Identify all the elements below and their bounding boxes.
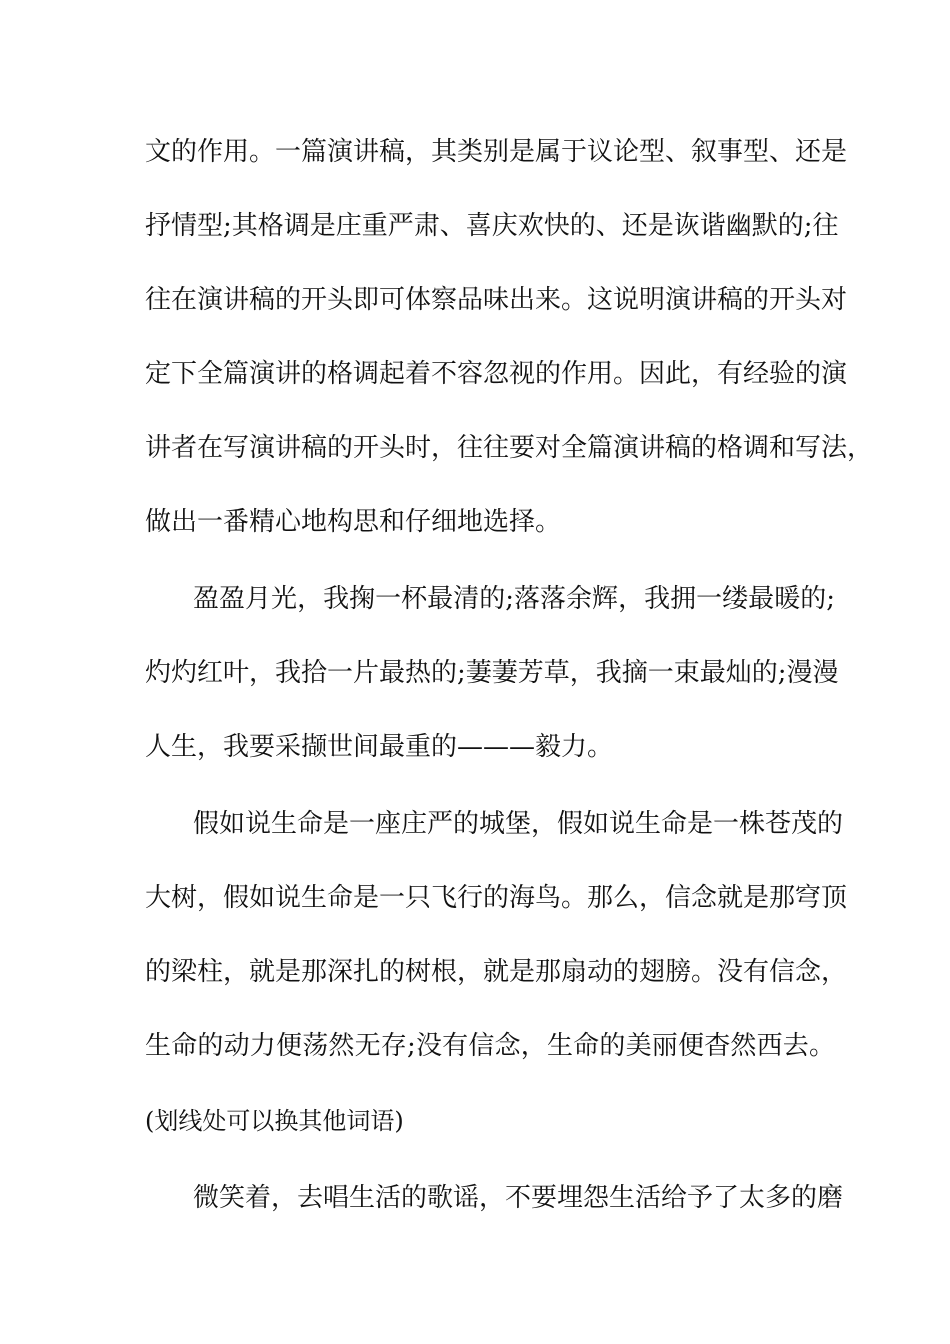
paragraph-line-1: 文的作用。一篇演讲稿，其类别是属于议论型、叙事型、还是 bbox=[145, 137, 848, 167]
paragraph-note: (划线处可以换其他词语) bbox=[145, 1107, 404, 1135]
paragraph-line-15: 微笑着，去唱生活的歌谣，不要埋怨生活给予了太多的磨 bbox=[193, 1183, 844, 1213]
paragraph-line-11: 大树，假如说生命是一只飞行的海鸟。那么，信念就是那穹顶 bbox=[145, 883, 848, 913]
paragraph-line-7: 盈盈月光，我掬一杯最清的;落落余辉，我拥一缕最暖的; bbox=[193, 584, 835, 614]
paragraph-line-10: 假如说生命是一座庄严的城堡，假如说生命是一株苍茂的 bbox=[193, 809, 844, 839]
paragraph-line-6: 做出一番精心地构思和仔细地选择。 bbox=[145, 507, 562, 537]
paragraph-line-3: 往在演讲稿的开头即可体察品味出来。这说明演讲稿的开头对 bbox=[145, 285, 848, 315]
paragraph-line-4: 定下全篇演讲的格调起着不容忽视的作用。因此，有经验的演 bbox=[145, 359, 848, 389]
paragraph-line-12: 的梁柱，就是那深扎的树根，就是那扇动的翅膀。没有信念， bbox=[145, 957, 848, 987]
paragraph-line-8: 灼灼红叶，我拾一片最热的;萋萋芳草，我摘一束最灿的;漫漫 bbox=[145, 658, 839, 688]
paragraph-line-5: 讲者在写演讲稿的开头时，往往要对全篇演讲稿的格调和写法， bbox=[145, 433, 874, 463]
paragraph-line-2: 抒情型;其格调是庄重严肃、喜庆欢快的、还是诙谐幽默的;往 bbox=[145, 211, 839, 241]
paragraph-line-9: 人生，我要采撷世间最重的———毅力。 bbox=[145, 732, 614, 762]
paragraph-line-13: 生命的动力便荡然无存;没有信念，生命的美丽便杳然西去。 bbox=[145, 1031, 835, 1061]
